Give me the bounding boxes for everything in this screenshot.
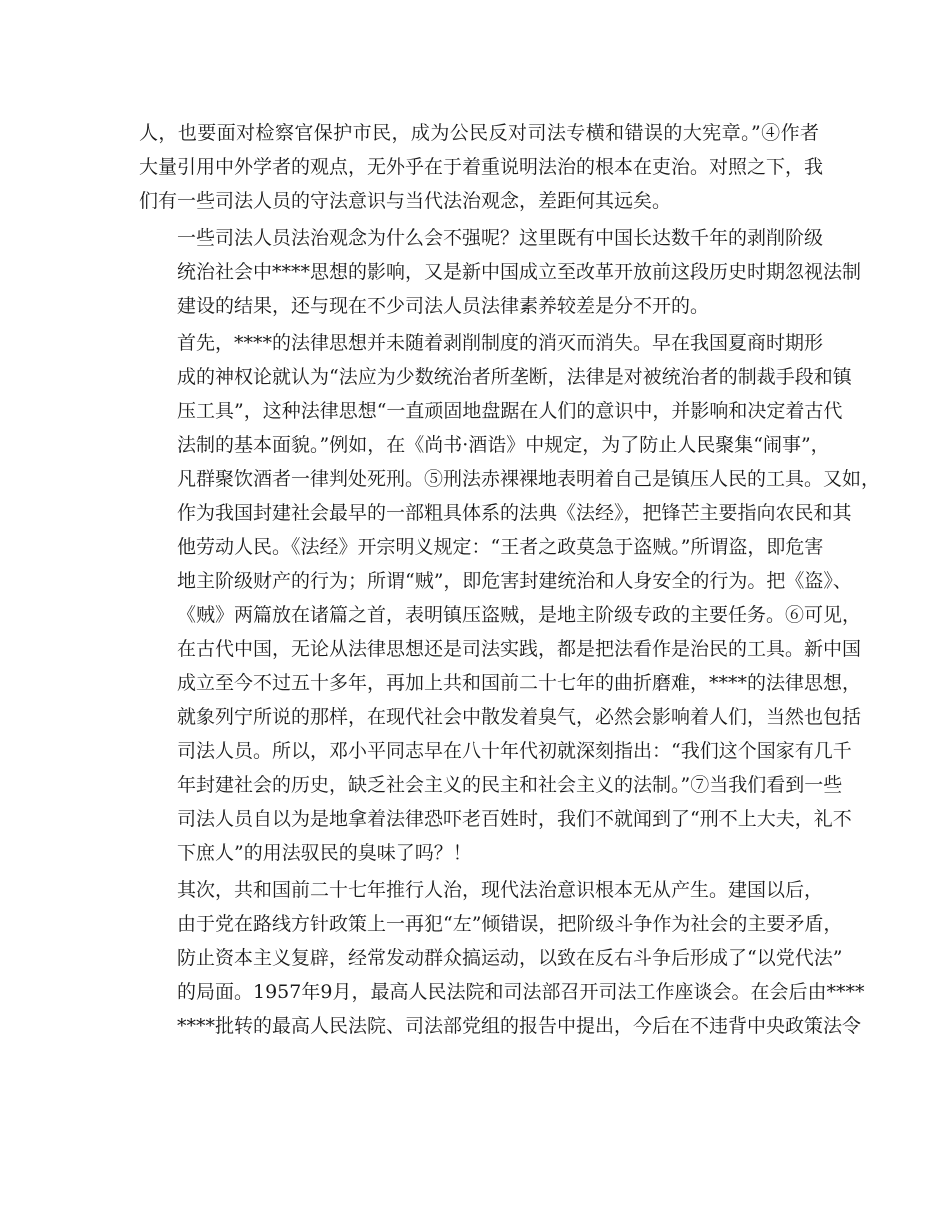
paragraph-line: 人，也要面对检察官保护市民，成为公民反对司法专横和错误的大宪章。”④作者 [139, 122, 819, 144]
paragraph-line: 在古代中国，无论从法律思想还是司法实践，都是把法看作是治民的工具。新中国 [177, 638, 862, 660]
paragraph-line: 他劳动人民。《法经》开宗明义规定：“王者之政莫急于盗贼。”所谓盗，即危害 [177, 536, 824, 558]
paragraph-line: 的局面。1957年9月，最高人民法院和司法部召开司法工作座谈会。在会后由**** [177, 981, 865, 1003]
paragraph-line: 压工具”，这种法律思想“一直顽固地盘踞在人们的意识中，并影响和决定着古代 [177, 400, 843, 422]
paragraph-line: 作为我国封建社会最早的一部粗具体系的法典《法经》，把锋芒主要指向农民和其 [177, 502, 852, 524]
paragraph-line: 统治社会中****思想的影响，又是新中国成立至改革开放前这段历史时期忽视法制 [177, 261, 862, 283]
paragraph [139, 116, 824, 218]
paragraph-line: 法制的基本面貌。”例如，在《尚书·酒诰》中规定，为了防止人民聚集“闹事”， [177, 434, 830, 456]
paragraph-line: 司法人员。所以，邓小平同志早在八十年代初就深刻指出：“我们这个国家有几千 [177, 740, 852, 762]
document-body [139, 116, 881, 1046]
paragraph-line: 其次，共和国前二十七年推行人治，现代法治意识根本无从产生。建国以后， [177, 879, 824, 901]
paragraph-line: 司法人员自以为是地拿着法律恐吓老百姓时，我们不就闻到了“刑不上大夫，礼不 [177, 808, 852, 830]
paragraph-line: 地主阶级财产的行为；所谓“贼”，即危害封建统治和人身安全的行为。把《盗》、 [177, 570, 852, 592]
paragraph-line: 防止资本主义复辟，经常发动群众搞运动，以致在反右斗争后形成了“以党代法” [177, 947, 843, 969]
paragraph [139, 873, 865, 1043]
paragraph-line: ****批转的最高人民法院、司法部党组的报告中提出，今后在不违背中央政策法令 [177, 1015, 862, 1037]
paragraph [139, 221, 862, 323]
paragraph [139, 326, 881, 870]
paragraph-line: 们有一些司法人员的守法意识与当代法治观念，差距何其远矣。 [139, 190, 672, 212]
paragraph-line: 由于党在路线方针政策上一再犯“左”倾错误，把阶级斗争作为社会的主要矛盾， [177, 913, 843, 935]
paragraph-line: 成立至今不过五十多年，再加上共和国前二十七年的曲折磨难，****的法律思想， [177, 672, 862, 694]
paragraph-line: 大量引用中外学者的观点，无外乎在于着重说明法治的根本在吏治。对照之下，我 [139, 156, 824, 178]
paragraph-line: 成的神权论就认为“法应为少数统治者所垄断，法律是对被统治者的制裁手段和镇 [177, 366, 852, 388]
paragraph-line: 首先，****的法律思想并未随着剥削制度的消灭而消失。早在我国夏商时期形 [177, 332, 824, 354]
paragraph-line: 一些司法人员法治观念为什么会不强呢？这里既有中国长达数千年的剥削阶级 [177, 227, 824, 249]
paragraph-line: 年封建社会的历史，缺乏社会主义的民主和社会主义的法制。”⑦当我们看到一些 [177, 774, 843, 796]
paragraph-line: 建设的结果，还与现在不少司法人员法律素养较差是分不开的。 [177, 295, 710, 317]
paragraph-line: 就象列宁所说的那样，在现代社会中散发着臭气，必然会影响着人们，当然也包括 [177, 706, 862, 728]
paragraph-line: 下庶人”的用法驭民的臭味了吗？！ [177, 842, 472, 864]
paragraph-line: 凡群聚饮酒者一律判处死刑。⑤刑法赤裸裸地表明着自己是镇压人民的工具。又如， [177, 468, 881, 490]
paragraph-line: 《贼》两篇放在诸篇之首，表明镇压盗贼，是地主阶级专政的主要任务。⑥可见， [177, 604, 862, 626]
